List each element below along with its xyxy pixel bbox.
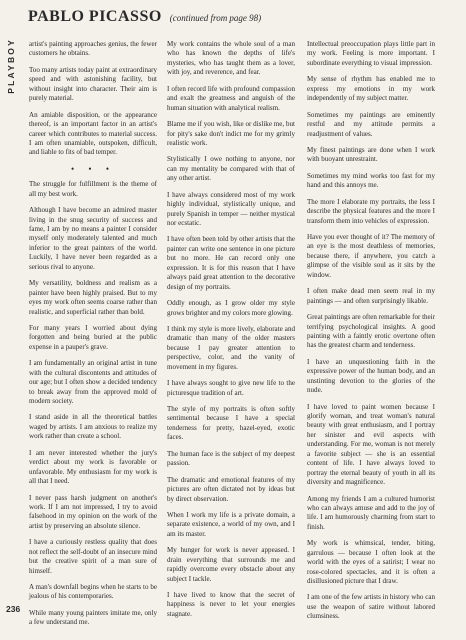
- paragraph: Intellectual preoccupation plays little part in my work. Feeling is more important. I subordinate everything to visual impression.: [307, 40, 435, 67]
- paragraph: I have an unquestioning faith in the expressive power of the human body, and an unstinting devotion to the glories of the nude.: [307, 357, 435, 395]
- section-separator: • • •: [71, 163, 115, 174]
- paragraph: Oddly enough, as I grow older my style grows brighter and my colors more glowing.: [167, 299, 295, 317]
- paragraph: I often make dead men seem real in my paintings — and often surprisingly likable.: [307, 287, 435, 305]
- paragraph: I stand aside in all the theoretical battles waged by artists. I am anxious to realize my work rather than create a school.: [29, 413, 157, 441]
- paragraph: Great paintings are often remarkable for their terrifying psychological insights. A good painting with a faintly erotic overtone often has the greatest charm and tenderness.: [307, 313, 435, 350]
- text-column-2: [167, 40, 295, 626]
- paragraph: Sometimes my mind works too fast for my hand and this annoys me.: [307, 171, 435, 190]
- paragraph: Have you ever thought of it? The memory of an eye is the most deathless of memories, because there, if anywhere, you catch a glimpse of the visible soul as it sits by the window.: [307, 233, 435, 279]
- paragraph: For many years I worried about dying forgotten and being buried at the public expense in a pauper's grave.: [29, 323, 157, 351]
- paragraph: I have a curiously restless quality that does not reflect the self-doubt of an insecure mind but the creative spirit of a man sure of himself.: [29, 538, 157, 575]
- paragraph: A man's downfall begins when he starts to be jealous of his contemporaries.: [29, 583, 157, 601]
- paragraph: Stylistically I owe nothing to anyone, nor can my mentality be compared with that of any other artist.: [167, 155, 295, 183]
- paragraph: I have loved to paint women because I glorify woman, and treat woman's natural beauty with great enthusiasm, and I portray her sinister and evil aspects with understanding. For me, woman is not merely a favorite subject — she is an essential content of life. I have always loved to portray the eternal beauty of youth in all its diversity and magnificence.: [307, 402, 435, 487]
- paragraph: My work is whimsical, tender, biting, garrulous — because I often look at the world with the eyes of a satirist; I wear no rose-colored spectacles, and it is often a disillusioned picture that I draw.: [307, 539, 435, 585]
- paragraph: My versatility, boldness and realism as a painter have been highly praised. But to my eyes my work often seems coarse rather than realistic, and superficial rather than bold.: [29, 279, 157, 316]
- page-number: 236: [6, 604, 21, 614]
- paragraph: My sense of rhythm has enabled me to express my emotions in my work independently of my subject matter.: [307, 75, 435, 103]
- paragraph: I think my style is more lively, elaborate and dramatic than many of the older masters because I pay greater attention to perspective, color, and the vanity of movement in my figures.: [167, 324, 295, 371]
- continued-note: (continued from page 98): [169, 13, 262, 23]
- text-column-3: [307, 40, 435, 629]
- article-title: PABLO PICASSO: [28, 8, 162, 25]
- paragraph: Although I have become an admired master living in the snug security of success and fame, I am by no means a painter I consider myself only moderately talented and much inferior to the great painters of the world. Luckily, I have never been regarded as a serious rival to anyone.: [29, 206, 157, 271]
- paragraph: The struggle for fulfillment is the theme of all my best work.: [29, 180, 157, 198]
- paragraph: I have lived to know that the secret of happiness is never to let your energies stagnate.: [167, 591, 295, 618]
- paragraph: I often record life with profound compassion and exalt the greatness and anguish of the human situation with analytical realism.: [167, 84, 295, 112]
- article-header: [28, 8, 448, 28]
- paragraph: I never pass harsh judgment on another's work. If I am not impressed, I try to avoid falsehood in my opinion on the work of the artist by preserving an absolute silence.: [29, 493, 157, 530]
- paragraph: artist's painting approaches genius, the fewer customers he obtains.: [29, 40, 157, 58]
- magazine-side-label: PLAYBOY: [6, 38, 16, 94]
- paragraph: The more I elaborate my portraits, the less I describe the physical features and the more I transform them into vehicles of expression.: [307, 197, 435, 225]
- paragraph: I am one of the few artists in history who can use the weapon of satire without labored clumsiness.: [307, 593, 435, 621]
- paragraph: My work contains the whole soul of a man who has known the depths of life's mysteries, who has taught them as a lover, with joy, and reverence, and fear.: [167, 40, 295, 77]
- paragraph: An amiable disposition, or the appearance thereof, is an important factor in an artist's career which contributes to material success. I am often unamiable, outspoken, difficult, and liable to fits of bad temper.: [29, 110, 157, 157]
- paragraph: My hunger for work is never appeased. I drain everything that surrounds me and rapidly overcome every obstacle about any subject I tackle.: [167, 546, 295, 583]
- paragraph: When I work my life is a private domain, a separate existence, a world of my own, and I am its master.: [167, 510, 295, 538]
- paragraph: I have often been told by other artists that the painter can write one sentence in one picture but no more. He can record only one expression. It is for this reason that I have always paid great attention to the decorative design of my portraits.: [167, 235, 295, 291]
- paragraph: Among my friends I am a cultured humorist who can always amuse and add to the joy of life. I am humorously charming from start to finish.: [307, 494, 435, 531]
- paragraph: The style of my portraits is often softly sentimental because I have a special tenderness for pretty, hazel-eyed, exotic faces.: [167, 405, 295, 442]
- paragraph: I am fundamentally an original artist in tune with the cultural discontents and attitudes of our age; but I often show a decided tendency to break away from the approved mold of modern society.: [29, 359, 157, 405]
- paragraph: While many young painters imitate me, only a few understand me.: [29, 608, 157, 627]
- paragraph: I am never interested whether the jury's verdict about my work is favorable or unfavorable. My enthusiasm for my work is all that I need.: [29, 448, 157, 486]
- paragraph: Blame me if you wish, like or dislike me, but for pity's sake don't indict me for my grimly realistic work.: [167, 120, 295, 147]
- paragraph: Too many artists today paint at extraordinary speed and with astonishing facility, but without insight into character. Their aim is purely material.: [29, 65, 157, 103]
- paragraph: I have always considered most of my work highly individual, stylistically unique, and purely Spanish in temper — neither mystical nor ecstatic.: [167, 190, 295, 227]
- paragraph: Sometimes my paintings are eminently restful and my attitude permits a readjustment of values.: [307, 110, 435, 138]
- paragraph: I have always sought to give new life to the picturesque tradition of art.: [167, 379, 295, 397]
- paragraph: My finest paintings are done when I work with buoyant unrestraint.: [307, 145, 435, 164]
- paragraph: The dramatic and emotional features of my pictures are often dictated not by ideas but by direct observation.: [167, 475, 295, 503]
- text-column-1: [29, 40, 157, 635]
- paragraph: The human face is the subject of my deepest passion.: [167, 449, 295, 468]
